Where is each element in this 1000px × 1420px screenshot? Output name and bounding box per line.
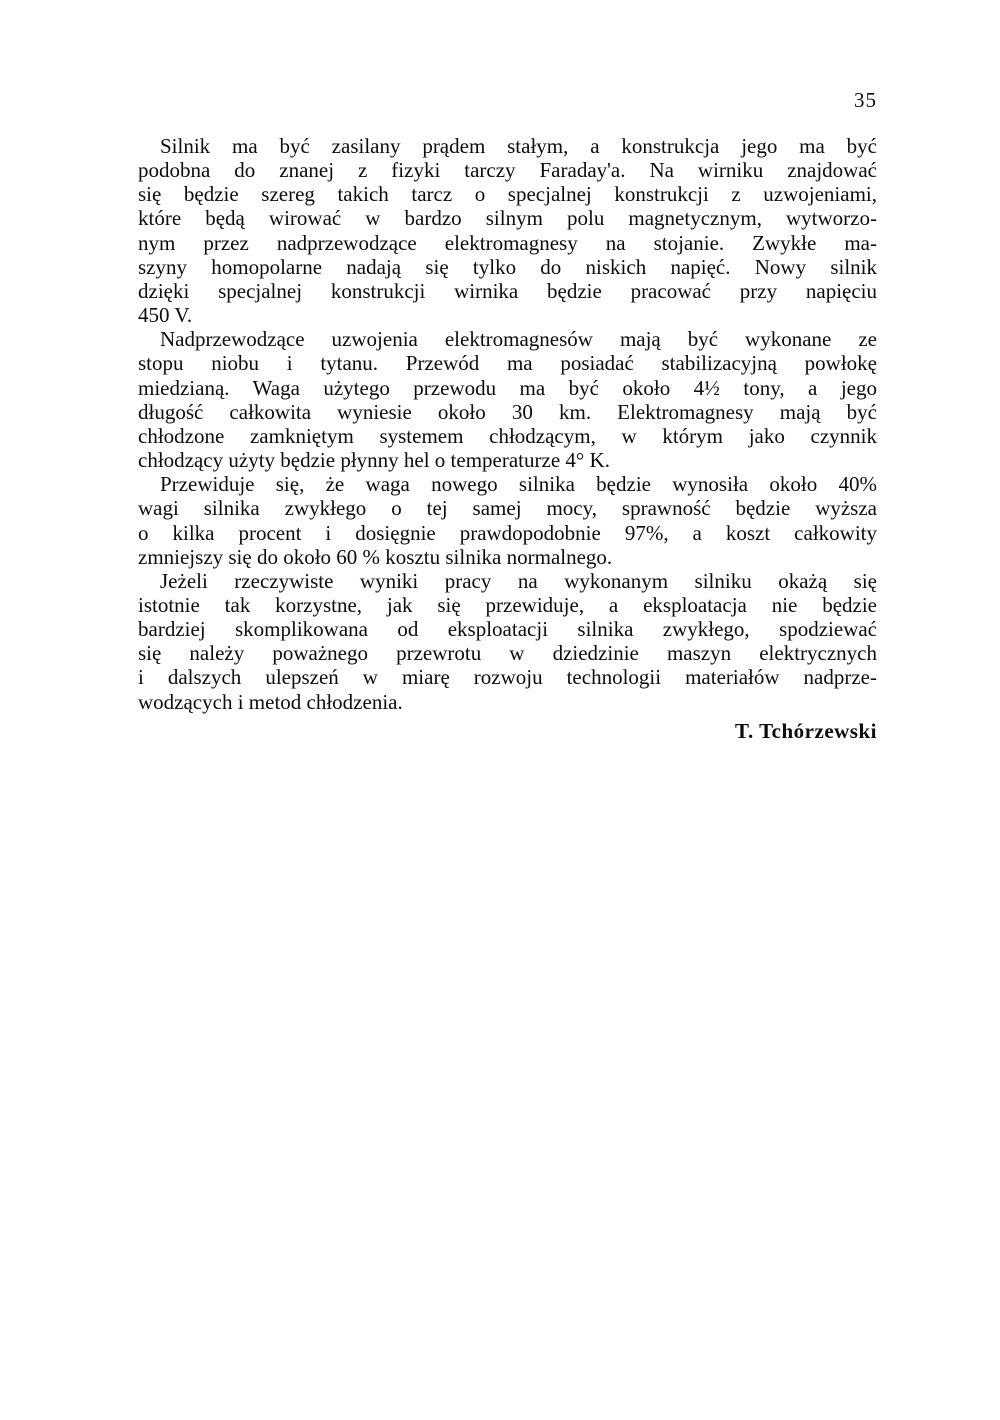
text-line: dzięki specjalnej konstrukcji wirnika będzie pracować przy napięciu (138, 278, 877, 303)
paragraph-1 (138, 134, 877, 327)
text-line: Przewiduje się, że waga nowego silnika będzie wynosiła około 40% (160, 472, 877, 497)
text-line: wagi silnika zwykłego o tej samej mocy, sprawność będzie wyższa (138, 496, 877, 521)
text-line: bardziej skomplikowana od eksploatacji silnika zwykłego, spodziewać (138, 617, 877, 642)
paragraph-3 (138, 472, 877, 569)
text-line: wodzących i metod chłodzenia. (138, 689, 403, 714)
text-line: zmniejszy się do około 60 % kosztu silnika normalnego. (138, 544, 613, 569)
text-line: Nadprzewodzące uzwojenia elektromagnesów mają być wykonane ze (160, 327, 877, 352)
text-line: istotnie tak korzystne, jak się przewiduje, a eksploatacja nie będzie (138, 592, 877, 617)
text-line: się będzie szereg takich tarcz o specjalnej konstrukcji z uzwojeniami, (138, 182, 877, 207)
paragraph-2 (138, 327, 877, 472)
text-line: Jeżeli rzeczywiste wyniki pracy na wykonanym silniku okażą się (160, 568, 877, 593)
author-signature: T. Tchórzewski (735, 718, 877, 743)
text-line: szyny homopolarne nadają się tylko do niskich napięć. Nowy silnik (138, 254, 877, 279)
text-line: i dalszych ulepszeń w miarę rozwoju technologii materiałów nadprze- (138, 665, 877, 690)
text-line: chłodzone zamkniętym systemem chłodzącym, w którym jako czynnik (138, 423, 877, 448)
text-line: miedzianą. Waga użytego przewodu ma być około 4½ tony, a jego (138, 375, 877, 400)
text-line: 450 V. (138, 303, 193, 328)
text-line: się należy poważnego przewrotu w dziedzinie maszyn elektrycznych (138, 641, 877, 666)
paragraph-4 (138, 569, 877, 714)
text-line: które będą wirować w bardzo silnym polu magnetycznym, wytworzo- (138, 206, 877, 231)
document-text-block (138, 134, 877, 743)
text-line: nym przez nadprzewodzące elektromagnesy na stojanie. Zwykłe ma- (138, 230, 877, 255)
text-line: długość całkowita wyniesie około 30 km. Elektromagnesy mają być (138, 399, 877, 424)
text-line: stopu niobu i tytanu. Przewód ma posiadać stabilizacyjną powłokę (138, 351, 877, 376)
page-number: 35 (854, 88, 877, 112)
text-line: chłodzący użyty będzie płynny hel o temperaturze 4° K. (138, 448, 610, 473)
text-line: o kilka procent i dosięgnie prawdopodobnie 97%, a koszt całkowity (138, 520, 877, 545)
text-line: podobna do znanej z fizyki tarczy Faraday'a. Na wirniku znajdować (138, 158, 877, 183)
text-line: Silnik ma być zasilany prądem stałym, a konstrukcja jego ma być (160, 134, 877, 158)
